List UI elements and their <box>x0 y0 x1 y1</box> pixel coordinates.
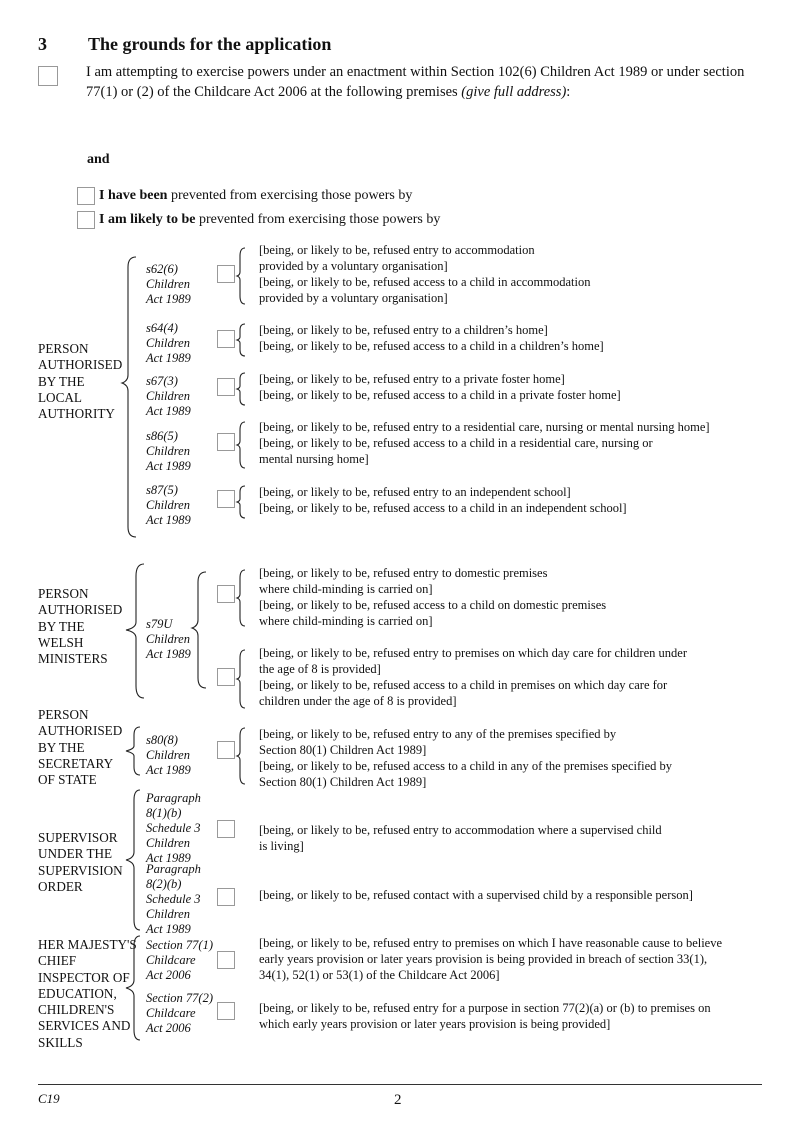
page-number: 2 <box>394 1092 402 1108</box>
and-label: and <box>87 152 110 167</box>
have-been-checkbox[interactable] <box>77 187 95 205</box>
section-ref-s64: s64(4) Children Act 1989 <box>146 321 191 365</box>
s86-brace <box>236 420 248 470</box>
section-ref-s86: s86(5) Children Act 1989 <box>146 429 191 473</box>
intro-text: I am attempting to exercise powers under an enactment within Section 102(6) Children Act 1989 or under section 77(1) or (2) of the Childcare Act 2006 at the following premises (give full address): <box>86 64 745 100</box>
s87-text: [being, or likely to be, refused entry to an independent school] [being, or likely to be, refused access to a child in an independent school] <box>259 485 627 515</box>
section-ref-para-8-2-b: Paragraph 8(2)(b) Schedule 3 Children Act 1989 <box>146 862 201 936</box>
supervisor-label: SUPERVISOR UNDER THE SUPERVISION ORDER <box>38 830 123 894</box>
s77-2-checkbox[interactable] <box>217 1002 235 1020</box>
s62-brace <box>236 246 248 306</box>
s79u-childminding-checkbox[interactable] <box>217 585 235 603</box>
s79u-daycare-brace <box>236 648 248 710</box>
likely-option: I am likely to be prevented from exercising those powers by <box>99 212 441 227</box>
s79u-childminding-text: [being, or likely to be, refused entry to domestic premises where child-minding is carried on] [being, or likely to be, refused access to a child on domestic premises where child-minding is carried on] <box>259 566 607 628</box>
para-8-2-b-checkbox[interactable] <box>217 888 235 906</box>
s67-checkbox[interactable] <box>217 378 235 396</box>
s67-text: [being, or likely to be, refused entry to a private foster home] [being, or likely to be, refused access to a child in a private foster home] <box>259 372 621 402</box>
section-title: The grounds for the application <box>88 34 332 54</box>
section-ref-77-1: Section 77(1) Childcare Act 2006 <box>146 938 213 982</box>
para-8-1-b-text: [being, or likely to be, refused entry to accommodation where a supervised child is living] <box>259 823 662 853</box>
para-8-2-b-text: [being, or likely to be, refused contact with a supervised child by a responsible person] <box>259 888 693 902</box>
s80-brace <box>236 726 248 786</box>
premises-checkbox[interactable] <box>38 66 58 86</box>
form-code: C19 <box>38 1091 60 1106</box>
section-number: 3 <box>38 34 47 54</box>
s80-checkbox[interactable] <box>217 741 235 759</box>
s86-checkbox[interactable] <box>217 433 235 451</box>
s87-checkbox[interactable] <box>217 490 235 508</box>
section-ref-s87: s87(5) Children Act 1989 <box>146 483 191 527</box>
s79u-childminding-brace <box>236 568 248 628</box>
s79u-inner-brace <box>190 570 210 695</box>
secretary-of-state-label: PERSON AUTHORISED BY THE SECRETARY OF STATE <box>38 707 123 788</box>
chief-inspector-brace <box>124 934 144 1044</box>
para-8-1-b-checkbox[interactable] <box>217 820 235 838</box>
local-authority-label: PERSON AUTHORISED BY THE LOCAL AUTHORITY <box>38 341 123 422</box>
welsh-ministers-brace <box>124 562 148 702</box>
section-ref-s80: s80(8) Children Act 1989 <box>146 733 191 777</box>
s64-text: [being, or likely to be, refused entry to a children’s home] [being, or likely to be, refused access to a child in a children’s home] <box>259 323 604 353</box>
likely-checkbox[interactable] <box>77 211 95 229</box>
section-ref-s62: s62(6) Children Act 1989 <box>146 262 191 306</box>
s64-brace <box>236 322 248 358</box>
s62-text: [being, or likely to be, refused entry to accommodation provided by a voluntary organisation] [being, or likely to be, refused access to a child in accommodation provided by a voluntary organisation] <box>259 243 591 305</box>
supervisor-brace <box>124 788 144 934</box>
section-ref-s79u: s79U Children Act 1989 <box>146 617 191 661</box>
section-ref-para-8-1-b: Paragraph 8(1)(b) Schedule 3 Children Act 1989 <box>146 791 201 865</box>
s77-2-text: [being, or likely to be, refused entry for a purpose in section 77(2)(a) or (b) to premises on which early years provision or later years provision is being provided] <box>259 1001 711 1031</box>
secretary-of-state-brace <box>124 725 144 777</box>
footer-rule <box>38 1084 762 1085</box>
s64-checkbox[interactable] <box>217 330 235 348</box>
s79u-daycare-checkbox[interactable] <box>217 668 235 686</box>
s79u-daycare-text: [being, or likely to be, refused entry to premises on which day care for children under the age of 8 is provided] [being, or likely to be, refused access to a child in premises on which day care for children under the age of 8 is provided] <box>259 646 687 708</box>
s62-checkbox[interactable] <box>217 265 235 283</box>
have-been-option: I have been prevented from exercising those powers by <box>99 188 413 203</box>
s77-1-checkbox[interactable] <box>217 951 235 969</box>
s67-brace <box>236 371 248 407</box>
chief-inspector-label: HER MAJESTY'S CHIEF INSPECTOR OF EDUCATION, CHILDREN'S SERVICES AND SKILLS <box>38 937 137 1050</box>
s86-text: [being, or likely to be, refused entry to a residential care, nursing or mental nursing home] [being, or likely to be, refused access to a child in a residential care, nursing or mental nursing home] <box>259 420 710 466</box>
s77-1-text: [being, or likely to be, refused entry to premises on which I have reasonable cause to believe early years provision or later years provision is being provided in breach of section 33(1), 34(1), 52(1) or 53(1) of the Childcare Act 2006] <box>259 936 723 982</box>
section-ref-77-2: Section 77(2) Childcare Act 2006 <box>146 991 213 1035</box>
s80-text: [being, or likely to be, refused entry to any of the premises specified by Section 80(1) Children Act 1989] [being, or likely to be, refused access to a child in any of the premises specified by Section 80(1) Children Act 1989] <box>259 727 673 789</box>
local-authority-brace <box>120 255 140 540</box>
s87-brace <box>236 484 248 520</box>
welsh-ministers-label: PERSON AUTHORISED BY THE WELSH MINISTERS <box>38 586 123 667</box>
section-ref-s67: s67(3) Children Act 1989 <box>146 374 191 418</box>
